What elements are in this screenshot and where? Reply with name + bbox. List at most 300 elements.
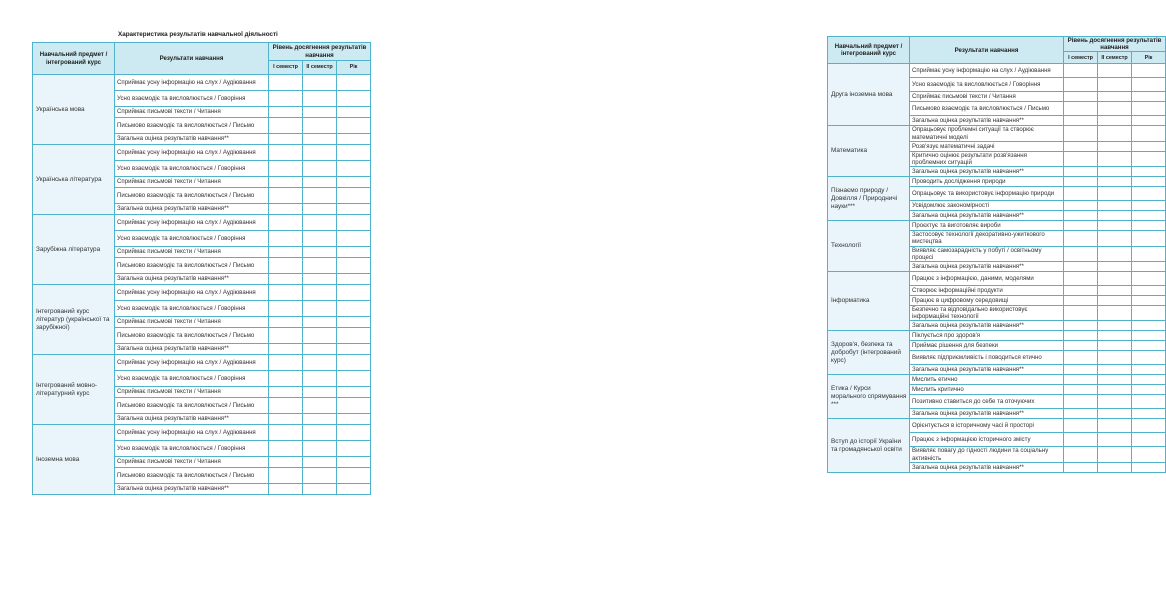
year-cell[interactable] — [337, 344, 371, 355]
semester-1-cell[interactable] — [269, 161, 303, 177]
result-cell: Сприймає усну інформацію на слух / Аудіювання — [910, 64, 1064, 78]
semester-2-cell[interactable] — [1098, 341, 1132, 351]
result-cell: Загальна оцінка результатів навчання** — [115, 134, 269, 145]
result-cell: Письмово взаємодіє та висловлюється / Письмо — [115, 188, 269, 204]
year-cell[interactable] — [337, 301, 371, 317]
result-cell: Загальна оцінка результатів навчання** — [910, 116, 1064, 126]
level-column-header: Рівень досягнення результатів навчання — [269, 43, 371, 61]
semester-1-cell[interactable] — [269, 457, 303, 468]
semester-2-cell[interactable] — [1098, 246, 1132, 261]
result-cell: Проводить дослідження природи — [910, 177, 1064, 187]
semester-1-cell[interactable] — [1064, 231, 1098, 246]
year-cell[interactable] — [337, 215, 371, 231]
table-body — [33, 75, 371, 495]
year-cell[interactable] — [1132, 201, 1166, 211]
result-cell: Створює інформаційні продукти — [910, 286, 1064, 296]
subject-cell: Інтегрований мовно-літературний курс — [33, 355, 115, 425]
year-cell[interactable] — [337, 425, 371, 441]
semester-2-cell[interactable] — [1098, 126, 1132, 141]
semester-2-cell[interactable] — [303, 231, 337, 247]
semester-2-cell[interactable] — [1098, 231, 1132, 246]
year-cell[interactable] — [1132, 78, 1166, 92]
semester-1-cell[interactable] — [269, 484, 303, 495]
year-cell[interactable] — [337, 285, 371, 301]
semester-1-cell[interactable] — [269, 317, 303, 328]
result-cell: Сприймає усну інформацію на слух / Аудіювання — [115, 75, 269, 91]
year-cell[interactable] — [337, 204, 371, 215]
semester-2-cell[interactable] — [1098, 395, 1132, 409]
table-row — [828, 177, 1166, 187]
year-cell[interactable] — [1132, 141, 1166, 151]
year-cell[interactable] — [1132, 321, 1166, 331]
semester-1-cell[interactable] — [269, 414, 303, 425]
semester-1-cell[interactable] — [269, 188, 303, 204]
result-cell: Загальна оцінка результатів навчання** — [910, 321, 1064, 331]
result-cell: Безпечно та відповідально використовує інформаційні технології — [910, 306, 1064, 321]
result-cell: Працює в цифровому середовищі — [910, 296, 1064, 306]
year-cell[interactable] — [1132, 286, 1166, 296]
semester-2-cell[interactable] — [303, 425, 337, 441]
result-cell: Опрацьовує проблемні ситуації та створює математичні моделі — [910, 126, 1064, 141]
semester-1-cell[interactable] — [269, 134, 303, 145]
semester-1-cell[interactable] — [1064, 306, 1098, 321]
semester-2-cell[interactable] — [303, 204, 337, 215]
year-cell[interactable] — [1132, 177, 1166, 187]
semester-1-cell[interactable] — [1064, 187, 1098, 201]
subject-cell: Інтегрований курс літератур (української та зарубіжної) — [33, 285, 115, 355]
table-row — [828, 221, 1166, 231]
year-cell[interactable] — [1132, 221, 1166, 231]
year-cell[interactable] — [337, 75, 371, 91]
year-cell[interactable] — [337, 371, 371, 387]
result-cell: Загальна оцінка результатів навчання** — [115, 274, 269, 285]
table-row — [33, 75, 371, 91]
subject-cell: Іноземна мова — [33, 425, 115, 495]
semester-2-cell[interactable] — [303, 134, 337, 145]
year-cell[interactable] — [1132, 365, 1166, 375]
semester-1-cell[interactable] — [1064, 351, 1098, 365]
semester-2-cell[interactable] — [303, 344, 337, 355]
table-row — [828, 272, 1166, 286]
result-cell: Письмово взаємодіє та висловлюється / Письмо — [115, 468, 269, 484]
year-cell[interactable] — [1132, 211, 1166, 221]
result-cell: Сприймає письмові тексти / Читання — [115, 177, 269, 188]
year-cell[interactable] — [337, 398, 371, 414]
semester-1-cell[interactable] — [1064, 365, 1098, 375]
table-row — [33, 215, 371, 231]
semester-2-cell[interactable] — [1098, 187, 1132, 201]
result-cell: Загальна оцінка результатів навчання** — [115, 484, 269, 495]
year-cell[interactable] — [1132, 126, 1166, 141]
table-row — [828, 331, 1166, 341]
semester-1-cell[interactable] — [269, 387, 303, 398]
subject-cell: Друга іноземна мова — [828, 64, 910, 126]
year-cell[interactable] — [337, 118, 371, 134]
results-table-left — [32, 42, 371, 495]
subject-column-header: Навчальний предмет / інтегрований курс — [33, 43, 115, 75]
semester-1-cell[interactable] — [269, 247, 303, 258]
semester-1-cell[interactable] — [1064, 331, 1098, 341]
table-body — [828, 64, 1166, 472]
result-cell: Виявляє підприємливість і поводиться етично — [910, 351, 1064, 365]
year-cell[interactable] — [337, 468, 371, 484]
semester-1-cell[interactable] — [1064, 296, 1098, 306]
semester-1-cell[interactable] — [269, 371, 303, 387]
result-cell: Письмово взаємодіє та висловлюється / Письмо — [115, 118, 269, 134]
semester-1-cell[interactable] — [1064, 246, 1098, 261]
semester-2-cell[interactable] — [1098, 211, 1132, 221]
result-cell: Загальна оцінка результатів навчання** — [910, 409, 1064, 419]
result-cell: Загальна оцінка результатів навчання** — [910, 365, 1064, 375]
semester-1-cell[interactable] — [269, 215, 303, 231]
year-cell[interactable] — [337, 107, 371, 118]
semester-1-cell[interactable] — [269, 231, 303, 247]
table-row — [828, 375, 1166, 385]
semester-1-cell[interactable] — [269, 118, 303, 134]
year-cell[interactable] — [1132, 64, 1166, 78]
result-cell: Усно взаємодіє та висловлюється / Говоріння — [115, 371, 269, 387]
result-cell: Усвідомлює закономірності — [910, 201, 1064, 211]
result-cell: Позитивно ставиться до себе та оточуючих — [910, 395, 1064, 409]
semester-2-cell[interactable] — [303, 414, 337, 425]
semester-1-cell[interactable] — [1064, 102, 1098, 116]
semester-1-header: І семестр — [269, 61, 303, 75]
year-cell[interactable] — [1132, 151, 1166, 166]
semester-2-header: ІІ семестр — [303, 61, 337, 75]
year-cell[interactable] — [337, 414, 371, 425]
semester-2-cell[interactable] — [303, 484, 337, 495]
year-cell[interactable] — [1132, 306, 1166, 321]
semester-2-cell[interactable] — [1098, 462, 1132, 472]
semester-2-cell[interactable] — [303, 285, 337, 301]
semester-1-cell[interactable] — [1064, 177, 1098, 187]
semester-2-cell[interactable] — [1098, 221, 1132, 231]
year-cell[interactable] — [1132, 262, 1166, 272]
year-header: Рік — [1132, 52, 1166, 64]
semester-1-cell[interactable] — [269, 107, 303, 118]
semester-2-cell[interactable] — [1098, 141, 1132, 151]
result-cell: Виявляє самозарадність у побуті / освітньому процесі — [910, 246, 1064, 261]
semester-2-cell[interactable] — [303, 247, 337, 258]
year-cell[interactable] — [1132, 272, 1166, 286]
semester-2-cell[interactable] — [1098, 447, 1132, 462]
table-row — [828, 64, 1166, 78]
semester-1-cell[interactable] — [269, 274, 303, 285]
semester-1-cell[interactable] — [1064, 433, 1098, 447]
subject-column-header: Навчальний предмет / інтегрований курс — [828, 37, 910, 64]
year-header: Рік — [337, 61, 371, 75]
semester-2-cell[interactable] — [1098, 201, 1132, 211]
subject-cell: Пізнаємо природу / Довкілля / Природничі науки*** — [828, 177, 910, 221]
semester-2-cell[interactable] — [1098, 286, 1132, 296]
year-cell[interactable] — [1132, 296, 1166, 306]
results-table-right — [827, 36, 1166, 473]
semester-1-cell[interactable] — [269, 301, 303, 317]
result-cell: Сприймає письмові тексти / Читання — [115, 317, 269, 328]
table-header — [33, 43, 371, 75]
table-row — [828, 126, 1166, 141]
year-cell[interactable] — [337, 317, 371, 328]
semester-1-cell[interactable] — [269, 344, 303, 355]
left-page — [0, 0, 392, 603]
semester-1-cell[interactable] — [1064, 126, 1098, 141]
semester-2-cell[interactable] — [1098, 433, 1132, 447]
semester-1-cell[interactable] — [1064, 211, 1098, 221]
semester-1-cell[interactable] — [269, 75, 303, 91]
year-cell[interactable] — [337, 247, 371, 258]
semester-2-cell[interactable] — [303, 118, 337, 134]
semester-2-cell[interactable] — [1098, 116, 1132, 126]
semester-2-cell[interactable] — [303, 258, 337, 274]
semester-2-cell[interactable] — [1098, 351, 1132, 365]
semester-2-cell[interactable] — [303, 457, 337, 468]
semester-2-cell[interactable] — [303, 91, 337, 107]
year-cell[interactable] — [1132, 116, 1166, 126]
semester-1-cell[interactable] — [269, 355, 303, 371]
year-cell[interactable] — [337, 145, 371, 161]
semester-2-cell[interactable] — [303, 387, 337, 398]
year-cell[interactable] — [337, 231, 371, 247]
semester-1-cell[interactable] — [1064, 447, 1098, 462]
result-cell: Сприймає письмові тексти / Читання — [115, 387, 269, 398]
year-cell[interactable] — [1132, 447, 1166, 462]
result-cell: Працює з інформацією історичного змісту — [910, 433, 1064, 447]
year-cell[interactable] — [337, 188, 371, 204]
year-cell[interactable] — [337, 258, 371, 274]
semester-2-cell[interactable] — [303, 107, 337, 118]
result-cell: Виявляє повагу до гідності людини та соціальну активність — [910, 447, 1064, 462]
semester-2-cell[interactable] — [1098, 177, 1132, 187]
results-column-header: Результати навчання — [115, 43, 269, 75]
year-cell[interactable] — [1132, 92, 1166, 102]
results-column-header: Результати навчання — [910, 37, 1064, 64]
year-cell[interactable] — [337, 328, 371, 344]
semester-1-cell[interactable] — [1064, 78, 1098, 92]
result-cell: Письмово взаємодіє та висловлюється / Письмо — [115, 398, 269, 414]
year-cell[interactable] — [1132, 433, 1166, 447]
result-cell: Усно взаємодіє та висловлюється / Говоріння — [115, 91, 269, 107]
semester-2-cell[interactable] — [303, 177, 337, 188]
table-row — [828, 419, 1166, 433]
year-cell[interactable] — [1132, 351, 1166, 365]
semester-2-cell[interactable] — [303, 301, 337, 317]
result-cell: Розв'язує математичні задачі — [910, 141, 1064, 151]
semester-1-cell[interactable] — [269, 441, 303, 457]
semester-2-cell[interactable] — [1098, 151, 1132, 166]
table-row — [33, 145, 371, 161]
year-cell[interactable] — [1132, 102, 1166, 116]
semester-2-cell[interactable] — [1098, 102, 1132, 116]
semester-1-cell[interactable] — [1064, 64, 1098, 78]
subject-cell: Технології — [828, 221, 910, 272]
semester-1-cell[interactable] — [269, 204, 303, 215]
result-cell: Сприймає письмові тексти / Читання — [115, 107, 269, 118]
result-cell: Приймає рішення для безпеки — [910, 341, 1064, 351]
result-cell: Усно взаємодіє та висловлюється / Говоріння — [115, 161, 269, 177]
document-title: Характеристика результатів навчальної діяльності — [118, 31, 278, 38]
header-row — [33, 43, 371, 61]
semester-1-cell[interactable] — [1064, 341, 1098, 351]
semester-1-cell[interactable] — [1064, 395, 1098, 409]
result-cell: Загальна оцінка результатів навчання** — [115, 204, 269, 215]
semester-2-cell[interactable] — [1098, 78, 1132, 92]
semester-2-cell[interactable] — [303, 75, 337, 91]
year-cell[interactable] — [1132, 167, 1166, 177]
semester-2-cell[interactable] — [1098, 409, 1132, 419]
semester-2-cell[interactable] — [303, 355, 337, 371]
semester-2-cell[interactable] — [303, 441, 337, 457]
semester-1-cell[interactable] — [1064, 321, 1098, 331]
semester-1-cell[interactable] — [1064, 419, 1098, 433]
semester-1-cell[interactable] — [1064, 141, 1098, 151]
year-cell[interactable] — [337, 177, 371, 188]
result-cell: Працює з інформацією, даними, моделями — [910, 272, 1064, 286]
year-cell[interactable] — [1132, 409, 1166, 419]
year-cell[interactable] — [1132, 419, 1166, 433]
year-cell[interactable] — [337, 274, 371, 285]
semester-2-cell[interactable] — [1098, 64, 1132, 78]
semester-2-cell[interactable] — [1098, 92, 1132, 102]
year-cell[interactable] — [1132, 385, 1166, 395]
semester-1-cell[interactable] — [1064, 116, 1098, 126]
result-cell: Загальна оцінка результатів навчання** — [910, 167, 1064, 177]
result-cell: Застосовує технології декоративно-ужиткового мистецтва — [910, 231, 1064, 246]
semester-1-cell[interactable] — [1064, 375, 1098, 385]
result-cell: Сприймає усну інформацію на слух / Аудіювання — [115, 215, 269, 231]
result-cell: Письмово взаємодіє та висловлюється / Письмо — [910, 102, 1064, 116]
result-cell: Загальна оцінка результатів навчання** — [115, 414, 269, 425]
result-cell: Загальна оцінка результатів навчання** — [910, 462, 1064, 472]
semester-2-cell[interactable] — [1098, 262, 1132, 272]
year-cell[interactable] — [1132, 331, 1166, 341]
result-cell: Загальна оцінка результатів навчання** — [115, 344, 269, 355]
semester-2-cell[interactable] — [303, 145, 337, 161]
semester-2-cell[interactable] — [303, 398, 337, 414]
year-cell[interactable] — [337, 91, 371, 107]
result-cell: Усно взаємодіє та висловлюється / Говоріння — [115, 301, 269, 317]
result-cell: Сприймає усну інформацію на слух / Аудіювання — [115, 425, 269, 441]
year-cell[interactable] — [1132, 187, 1166, 201]
result-cell: Усно взаємодіє та висловлюється / Говоріння — [115, 231, 269, 247]
semester-1-cell[interactable] — [1064, 201, 1098, 211]
semester-1-cell[interactable] — [269, 145, 303, 161]
result-cell: Сприймає усну інформацію на слух / Аудіювання — [115, 285, 269, 301]
semester-2-cell[interactable] — [1098, 331, 1132, 341]
semester-1-cell[interactable] — [269, 468, 303, 484]
subject-cell: Математика — [828, 126, 910, 177]
semester-2-cell[interactable] — [303, 371, 337, 387]
result-cell: Сприймає письмові тексти / Читання — [115, 457, 269, 468]
semester-1-cell[interactable] — [269, 398, 303, 414]
semester-1-cell[interactable] — [269, 91, 303, 107]
table-row — [33, 355, 371, 371]
year-cell[interactable] — [337, 161, 371, 177]
result-cell: Усно взаємодіє та висловлюється / Говоріння — [910, 78, 1064, 92]
year-cell[interactable] — [337, 457, 371, 468]
semester-1-header: І семестр — [1064, 52, 1098, 64]
semester-1-cell[interactable] — [1064, 221, 1098, 231]
semester-1-cell[interactable] — [1064, 272, 1098, 286]
semester-2-cell[interactable] — [1098, 365, 1132, 375]
subject-cell: Зарубіжна література — [33, 215, 115, 285]
semester-1-cell[interactable] — [1064, 385, 1098, 395]
semester-2-cell[interactable] — [303, 161, 337, 177]
semester-2-cell[interactable] — [303, 215, 337, 231]
semester-2-cell[interactable] — [303, 274, 337, 285]
semester-2-cell[interactable] — [303, 468, 337, 484]
semester-1-cell[interactable] — [269, 258, 303, 274]
result-cell: Письмово взаємодіє та висловлюється / Письмо — [115, 328, 269, 344]
year-cell[interactable] — [1132, 231, 1166, 246]
semester-2-cell[interactable] — [1098, 167, 1132, 177]
semester-2-header: ІІ семестр — [1098, 52, 1132, 64]
subject-cell: Інформатика — [828, 272, 910, 331]
semester-1-cell[interactable] — [269, 285, 303, 301]
semester-2-cell[interactable] — [303, 317, 337, 328]
result-cell: Проєктує та виготовляє вироби — [910, 221, 1064, 231]
semester-2-cell[interactable] — [1098, 296, 1132, 306]
semester-1-cell[interactable] — [1064, 167, 1098, 177]
semester-1-cell[interactable] — [1064, 92, 1098, 102]
result-cell: Сприймає письмові тексти / Читання — [910, 92, 1064, 102]
semester-2-cell[interactable] — [303, 188, 337, 204]
subject-cell: Українська література — [33, 145, 115, 215]
year-cell[interactable] — [1132, 246, 1166, 261]
year-cell[interactable] — [1132, 375, 1166, 385]
semester-1-cell[interactable] — [269, 328, 303, 344]
semester-2-cell[interactable] — [1098, 385, 1132, 395]
semester-1-cell[interactable] — [1064, 462, 1098, 472]
subject-cell: Здоров'я, безпека та добробут (інтегрований курс) — [828, 331, 910, 375]
year-cell[interactable] — [1132, 395, 1166, 409]
result-cell: Критично оцінює результати розв'язання проблемних ситуацій — [910, 151, 1064, 166]
result-cell: Опрацьовує та використовує інформацію природи — [910, 187, 1064, 201]
semester-2-cell[interactable] — [303, 328, 337, 344]
year-cell[interactable] — [337, 441, 371, 457]
year-cell[interactable] — [337, 484, 371, 495]
semester-2-cell[interactable] — [1098, 272, 1132, 286]
result-cell: Сприймає усну інформацію на слух / Аудіювання — [115, 355, 269, 371]
semester-2-cell[interactable] — [1098, 306, 1132, 321]
year-cell[interactable] — [1132, 462, 1166, 472]
result-cell: Орієнтується в історичному часі й просторі — [910, 419, 1064, 433]
semester-2-cell[interactable] — [1098, 321, 1132, 331]
year-cell[interactable] — [337, 355, 371, 371]
semester-1-cell[interactable] — [1064, 409, 1098, 419]
semester-2-cell[interactable] — [1098, 419, 1132, 433]
semester-1-cell[interactable] — [269, 425, 303, 441]
year-cell[interactable] — [1132, 341, 1166, 351]
subject-cell: Вступ до історії України та громадянської освіти — [828, 419, 910, 472]
table-row — [33, 285, 371, 301]
semester-2-cell[interactable] — [1098, 375, 1132, 385]
year-cell[interactable] — [337, 387, 371, 398]
right-page — [400, 0, 1162, 603]
result-cell: Мислить етично — [910, 375, 1064, 385]
semester-1-cell[interactable] — [269, 177, 303, 188]
table-row — [33, 425, 371, 441]
result-cell: Усно взаємодіє та висловлюється / Говоріння — [115, 441, 269, 457]
semester-1-cell[interactable] — [1064, 151, 1098, 166]
level-column-header: Рівень досягнення результатів навчання — [1064, 37, 1166, 52]
year-cell[interactable] — [337, 134, 371, 145]
subject-cell: Етика / Курси морального спрямування *** — [828, 375, 910, 419]
result-cell: Загальна оцінка результатів навчання** — [910, 262, 1064, 272]
semester-1-cell[interactable] — [1064, 286, 1098, 296]
result-cell: Письмово взаємодіє та висловлюється / Письмо — [115, 258, 269, 274]
result-cell: Сприймає усну інформацію на слух / Аудіювання — [115, 145, 269, 161]
semester-1-cell[interactable] — [1064, 262, 1098, 272]
